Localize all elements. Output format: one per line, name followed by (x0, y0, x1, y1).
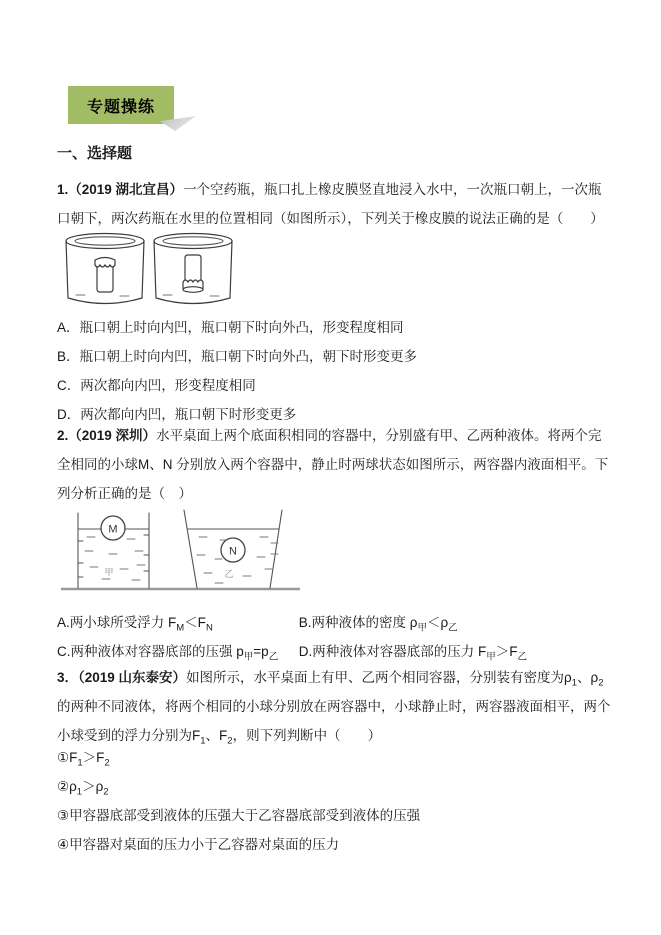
question-3-stem (57, 663, 613, 750)
q1-options (57, 313, 661, 429)
section-title: 一、选择题 (57, 145, 133, 162)
q2-number: 2. (57, 428, 69, 443)
q3-statement-2: $②\rho_1>\rho_2$ (57, 779, 109, 798)
q1-option-b: B．瓶口朝上时向内凹，瓶口朝下时向外凸，朝下时形变更多 (57, 349, 418, 364)
q2-option-b: B.两种液体的密度 $\rho_甲<\rho_乙$ (298, 615, 458, 634)
q1-figure-bottles-in-beakers (62, 229, 240, 313)
q2-source: （2019 深圳） (68, 428, 157, 443)
ball-n-label: N (229, 545, 237, 558)
bottle-mouth-down (183, 255, 203, 292)
ball-m-label: M (108, 523, 118, 536)
q3-statement-1: $①F_1>F_2$ (57, 750, 110, 769)
liquid-yi-label: 乙 (224, 569, 234, 579)
q2-option-a: A.两小球所受浮力 $F_M<F_N$ (57, 615, 213, 634)
q2-options-row-1 (57, 608, 661, 637)
container-left (78, 513, 149, 588)
q3-number: 3． (57, 670, 79, 685)
q3-text: 如图所示，水平桌面上有甲、乙两个相同容器，分别装有密度为$\rho_1$、$\rho_2$的两种不同液体，将两个相同的小球分别放在两容器中，小球静止时，两容器液面相平，两个小球受到的浮力分别为$F_1$、$F_2$，则下列判断中（ ） (57, 670, 611, 747)
q1-option-a: A．瓶口朝上时向内凹，瓶口朝下时向外凸，形变程度相同 (57, 320, 404, 335)
q2-text: 水平桌面上两个底面积相同的容器中，分别盛有甲、乙两种液体。将两个完全相同的小球M、N 分别放入两个容器中，静止时两球状态如图所示，两容器内液面相平。下列分析正确的是（ ） (57, 428, 609, 501)
beaker-mouth-up (66, 234, 144, 304)
q1-source: （2019 湖北宜昌） (68, 182, 184, 197)
q3-statements (57, 743, 661, 859)
beaker-mouth-down (154, 234, 232, 304)
q2-option-d: D.两种液体对容器底部的压力 $F_甲>F_乙$ (298, 644, 528, 663)
q1-option-c: C．两次都向内凹，形变程度相同 (57, 378, 256, 393)
q2-option-c: C.两种液体对容器底部的压强 $p_甲=p_乙$ (57, 644, 279, 663)
badge-label: 专题操练 (68, 86, 174, 124)
q3-source: （2019 山东泰安） (78, 670, 187, 685)
question-2-stem (57, 421, 613, 508)
q1-text: 一个空药瓶，瓶口扎上橡皮膜竖直地浸入水中，一次瓶口朝上，一次瓶口朝下，两次药瓶在水里的位置相同（如图所示），下列关于橡皮膜的说法正确的是（ ） (57, 182, 604, 226)
q1-option-d: D．两次都向内凹，瓶口朝下时形变更多 (57, 407, 297, 422)
q2-figure-balls-in-liquids (57, 507, 302, 595)
q3-statement-4: ④甲容器对桌面的压力小于乙容器对桌面的压力 (57, 837, 340, 852)
question-1-stem (57, 175, 613, 233)
container-right (184, 510, 282, 588)
liquid-jia-label: 甲 (104, 567, 114, 577)
bottle-mouth-up (95, 258, 115, 293)
q3-statement-3: ③甲容器底部受到液体的压强大于乙容器底部受到液体的压强 (57, 808, 421, 823)
q1-number: 1. (57, 182, 69, 197)
q2-options-row-2 (57, 637, 661, 666)
section-badge (68, 86, 174, 124)
